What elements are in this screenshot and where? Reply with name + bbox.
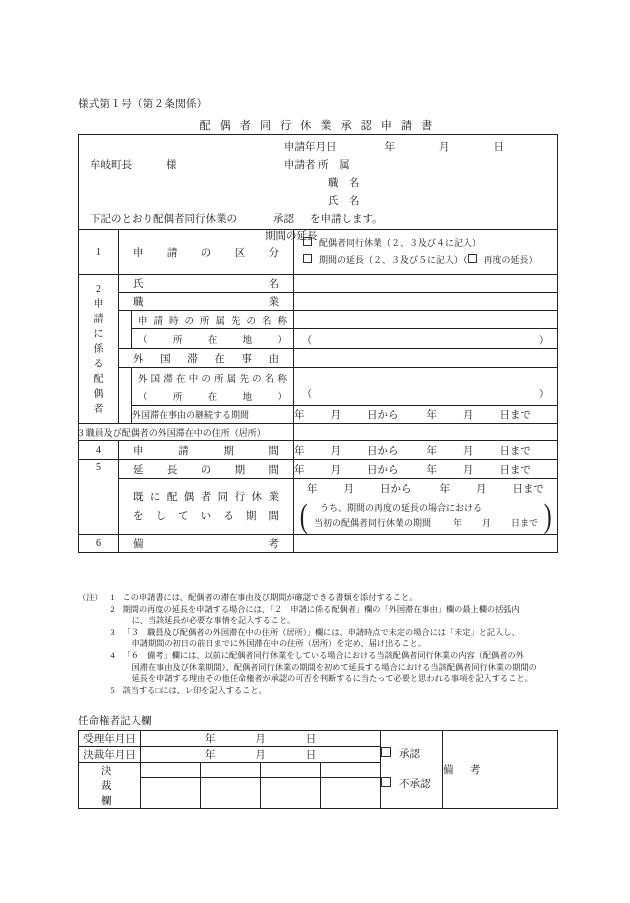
overseas-org-name-label: 外国滞在中の所属先の名称 <box>138 374 287 385</box>
applicant-affiliation-row <box>284 157 504 175</box>
note-text-cont: 国滞在事由及び休業期間）、配偶者同行休業の期間を初めて延長する場合における当該配偶者同行休業の期間の <box>131 662 537 672</box>
overseas-org-label-cell <box>132 368 294 406</box>
date-day-to: 日まで <box>512 484 544 495</box>
note-item <box>78 685 560 697</box>
notes-block <box>78 592 560 696</box>
approval-choice-cell <box>381 731 443 809</box>
section2-vlabel-1: 請 <box>93 313 104 325</box>
note-number: 1 <box>110 593 115 602</box>
seal-box[interactable] <box>321 763 381 778</box>
application-type-option-1[interactable] <box>303 235 557 252</box>
section2-current-org-name-row <box>79 311 558 329</box>
section1-row <box>79 230 558 275</box>
decision-month: 月 <box>255 750 266 761</box>
section2-vlabel-7: 者 <box>93 403 104 415</box>
approve-label: 承認 <box>399 748 420 760</box>
main-form-table <box>78 134 558 553</box>
section4-label: 申請期間 <box>133 445 279 457</box>
overseas-reason-value[interactable] <box>294 349 558 368</box>
date-year-to: 年 <box>439 484 450 495</box>
reextension-note-text: 当初の配偶者同行休業の期間 <box>314 518 432 528</box>
header-block-cell <box>79 135 558 242</box>
application-date-label: 申請年月日 <box>284 142 337 153</box>
section3-value[interactable] <box>294 424 558 441</box>
application-type-option-2[interactable] <box>303 252 557 269</box>
spouse-name-label: 氏名 <box>133 279 279 290</box>
note-text: 「６ 備考」欄には、以前に配偶者同行休業をしている場合における当該配偶者同行休業の内容（配偶者の外 <box>122 650 524 660</box>
decision-date-value[interactable] <box>141 747 381 763</box>
note-text-wrap <box>123 627 560 650</box>
option1-label: 配偶者同行休業（２、３及び４に記入） <box>319 238 482 248</box>
section2-number: 2 <box>96 283 101 295</box>
receipt-day: 日 <box>305 734 317 745</box>
section5-label: 延長の期間 <box>133 464 279 476</box>
statement-kind-approval: 承認 <box>273 214 294 225</box>
section6-number: 6 <box>79 535 119 553</box>
date-day-from: 日から <box>380 484 412 495</box>
section3-label-cell <box>79 424 294 441</box>
section2-indent-spacer-2 <box>119 368 132 424</box>
overseas-org-address-label: （所在地） <box>138 392 287 403</box>
application-statement <box>90 211 383 226</box>
section2-vlabel-6: 偶 <box>93 388 104 400</box>
section3-row <box>79 424 558 441</box>
date-day-to: 日まで <box>499 410 531 421</box>
section1-number: 1 <box>79 230 119 275</box>
statement-prefix: 下記のとおり配偶者同行休業の <box>90 214 237 225</box>
note-text: 「３ 職員及び配偶者の外国滞在中の住所（居所）」欄には、申請時点で未定の場合には「未定」と記入し、 <box>122 627 520 637</box>
section2-name-row <box>79 275 558 293</box>
date-year-from: 年 <box>307 484 318 495</box>
current-org-name-value[interactable] <box>294 311 558 329</box>
note-text: 該当する□には、レ印を記入すること。 <box>122 685 267 695</box>
spouse-occupation-label-cell <box>119 293 294 311</box>
application-day-label: 日 <box>493 142 504 153</box>
section5-existing-leave-row <box>79 479 558 535</box>
receipt-date-row <box>79 731 558 747</box>
note-item <box>78 650 560 685</box>
applicant-block <box>284 139 504 211</box>
applicant-label: 申請者 <box>284 160 316 171</box>
appointer-section-title: 任命権者記入欄 <box>78 716 152 727</box>
section4-number: 4 <box>79 441 119 460</box>
checkbox-icon[interactable] <box>381 777 391 787</box>
seal-box[interactable] <box>201 763 261 778</box>
section5-label-cell <box>119 460 294 479</box>
option2-sub-label: 再度の延長 <box>483 255 529 265</box>
seal-box[interactable] <box>261 763 321 778</box>
section5-row <box>79 460 558 479</box>
existing-leave-label-line1: 既に配偶者同行休業 <box>133 491 279 503</box>
current-org-address-label-cell <box>132 329 294 349</box>
disapprove-label: 不承認 <box>399 778 431 790</box>
note-number: 4 <box>110 650 115 660</box>
section2-current-org-address-row <box>79 329 558 349</box>
addressee-name: 牟岐町長 <box>90 160 132 171</box>
seal-box[interactable] <box>141 763 201 778</box>
date-year-to: 年 <box>426 445 437 457</box>
section6-label-cell <box>119 535 294 553</box>
paren-open: （ <box>302 389 312 400</box>
existing-leave-label-line2: をしている期間 <box>133 510 279 522</box>
date-month-to: 月 <box>463 445 474 457</box>
section4-label-cell <box>119 441 294 460</box>
note-item <box>78 592 560 604</box>
section2-overseas-org-row <box>79 368 558 406</box>
date-month-from: 月 <box>330 464 341 476</box>
note-text-cont: 申請期間の初日の前日までに外国滞在中の住所（居所）を定め、届け出ること。 <box>131 639 427 649</box>
spouse-occupation-label: 職業 <box>133 297 279 308</box>
section2-occupation-row <box>79 293 558 311</box>
section4-row <box>79 441 558 460</box>
approval-option[interactable] <box>381 740 442 770</box>
paren-open: （ <box>302 335 312 346</box>
appointer-table <box>78 730 558 809</box>
section2-vlabel-5: 配 <box>93 373 104 385</box>
addressee-honorific: 様 <box>166 160 177 171</box>
current-org-name-label-cell <box>132 311 294 329</box>
overseas-duration-label: 外国滞在事由の継続する期間 <box>132 410 250 420</box>
checkbox-icon[interactable] <box>468 254 477 263</box>
date-day-from: 日から <box>367 410 399 421</box>
section6-value[interactable] <box>294 535 558 553</box>
note-text: この申請書には、配偶者の滞在事由及び期間が確認できる書類を添付すること。 <box>122 593 418 602</box>
section2-vertical-label-cell <box>79 275 119 424</box>
date-month-from: 月 <box>330 410 341 421</box>
spouse-name-label-cell <box>119 275 294 293</box>
date-year-from: 年 <box>294 464 305 476</box>
section6-row <box>79 535 558 553</box>
name-label: 氏 名 <box>328 196 360 207</box>
section2-overseas-reason-row <box>79 349 558 368</box>
section3-label: 3 職員及び配偶者の外国滞在中の住所（居所） <box>79 427 266 438</box>
overseas-org-value[interactable] <box>294 368 558 406</box>
note-item <box>78 627 560 650</box>
section5-value[interactable] <box>294 460 558 479</box>
paren-close: ） <box>539 335 549 346</box>
document-title: 配 偶 者 同 行 休 業 承 認 申 請 書 <box>199 120 436 132</box>
statement-suffix: を申請します。 <box>310 214 383 225</box>
date-year-from: 年 <box>294 410 305 421</box>
section5-number: 5 <box>79 460 119 535</box>
receipt-date-value[interactable] <box>141 731 381 747</box>
date-day-from: 日から <box>367 464 399 476</box>
decision-date-label: 決裁年月日 <box>79 747 141 763</box>
spouse-occupation-value[interactable] <box>294 293 558 311</box>
appointer-remarks-cell[interactable] <box>443 731 558 809</box>
addressee-line <box>90 157 177 172</box>
form-number: 様式第１号（第２条関係） <box>78 99 208 110</box>
brace-close-icon: ) <box>543 498 552 535</box>
note-text-cont2: 延長を申請する理由その他任命権者が承認の可否を判断するに当たって必要と思われる事項を記入すること。 <box>131 674 533 684</box>
reextension-note-line1: うち、期間の再度の延長の場合における <box>320 503 483 513</box>
section2-duration-row <box>79 406 558 424</box>
date-year-to: 年 <box>426 464 437 476</box>
note-number: 3 <box>110 627 115 637</box>
affiliation-label: 所 属 <box>318 160 350 171</box>
application-month-label: 月 <box>439 142 450 153</box>
note-text-wrap <box>123 650 560 685</box>
date-month-to: 月 <box>476 484 487 495</box>
applicant-name-row <box>284 193 504 211</box>
date-month-from: 月 <box>343 484 354 495</box>
applicant-position-row <box>284 175 504 193</box>
note-item <box>78 604 560 627</box>
note-number: 2 <box>110 604 115 614</box>
note-text-cont: に、当該延長が必要な事情を記入すること。 <box>131 616 296 626</box>
current-org-address-value[interactable] <box>294 329 558 349</box>
appointer-remarks-label: 備 考 <box>443 765 484 776</box>
section2-vlabel-3: 係 <box>93 343 104 355</box>
option2-paren-open: （ <box>463 255 468 265</box>
reextension-note-line2 <box>294 516 557 531</box>
notes-marker: （注） <box>78 593 103 602</box>
section1-label: 申請の区分 <box>133 247 279 259</box>
checkbox-icon[interactable] <box>381 747 391 757</box>
decision-column-label-cell <box>79 763 141 809</box>
decision-column-label: 決裁欄 <box>101 766 112 807</box>
application-date-row <box>284 139 504 157</box>
decision-day: 日 <box>305 750 317 761</box>
current-org-name-label: 申請時の所属先の名称 <box>138 316 287 327</box>
section6-label: 備考 <box>133 539 279 550</box>
overseas-duration-label-cell <box>132 406 294 424</box>
current-org-address-label: （所在地） <box>138 335 287 346</box>
receipt-year: 年 <box>204 734 216 745</box>
section2-indent-spacer <box>119 311 132 349</box>
seal-box[interactable] <box>201 777 261 808</box>
existing-leave-value[interactable] <box>294 479 558 535</box>
header-block-row <box>79 135 558 230</box>
position-label: 職 名 <box>328 178 360 189</box>
note-text-wrap <box>123 604 560 627</box>
date-month-to: 月 <box>463 410 474 421</box>
overseas-duration-value[interactable] <box>294 406 558 424</box>
option2-label: 期間の延長（２、３及び５に記入） <box>319 255 464 265</box>
until-year: 年 <box>453 518 463 528</box>
checkbox-icon[interactable] <box>303 254 312 263</box>
section4-value[interactable] <box>294 441 558 460</box>
until-day: 日まで <box>511 518 539 528</box>
date-day-to: 日まで <box>499 464 531 476</box>
section1-options-cell <box>294 230 558 275</box>
note-number: 5 <box>110 685 115 695</box>
seal-box[interactable] <box>321 777 381 808</box>
until-month: 月 <box>482 518 492 528</box>
brace-open-icon: ( <box>299 498 308 535</box>
date-year-from: 年 <box>294 445 305 457</box>
option2-paren-close: ） <box>528 255 538 265</box>
receipt-date-label: 受理年月日 <box>79 731 141 747</box>
decision-year: 年 <box>204 750 216 761</box>
overseas-reason-label: 外国滞在事由 <box>133 353 279 365</box>
section2-vlabel-2: に <box>93 328 104 340</box>
paren-close: ） <box>539 389 549 400</box>
date-day-to: 日まで <box>499 445 531 457</box>
disapproval-option[interactable] <box>381 770 442 800</box>
section2-vlabel-0: 申 <box>93 298 104 310</box>
note-text: 期間の再度の延長を申請する場合には、「２ 申請に係る配偶者」欄の「外国滞在事由」欄の最上欄の括弧内 <box>122 604 520 614</box>
date-day-from: 日から <box>367 445 399 457</box>
section2-vlabel-4: る <box>93 358 104 370</box>
statement-kind-extension: 期間の延長 <box>265 231 318 242</box>
receipt-month: 月 <box>255 734 266 745</box>
date-month-from: 月 <box>330 445 341 457</box>
date-month-to: 月 <box>463 464 474 476</box>
seal-box[interactable] <box>261 777 321 808</box>
overseas-reason-label-cell <box>119 349 294 368</box>
spouse-name-value[interactable] <box>294 275 558 293</box>
date-year-to: 年 <box>426 410 437 421</box>
application-year-label: 年 <box>384 142 395 153</box>
seal-box[interactable] <box>141 777 201 808</box>
existing-leave-label-cell <box>119 479 294 535</box>
reextension-note-box <box>294 499 557 533</box>
